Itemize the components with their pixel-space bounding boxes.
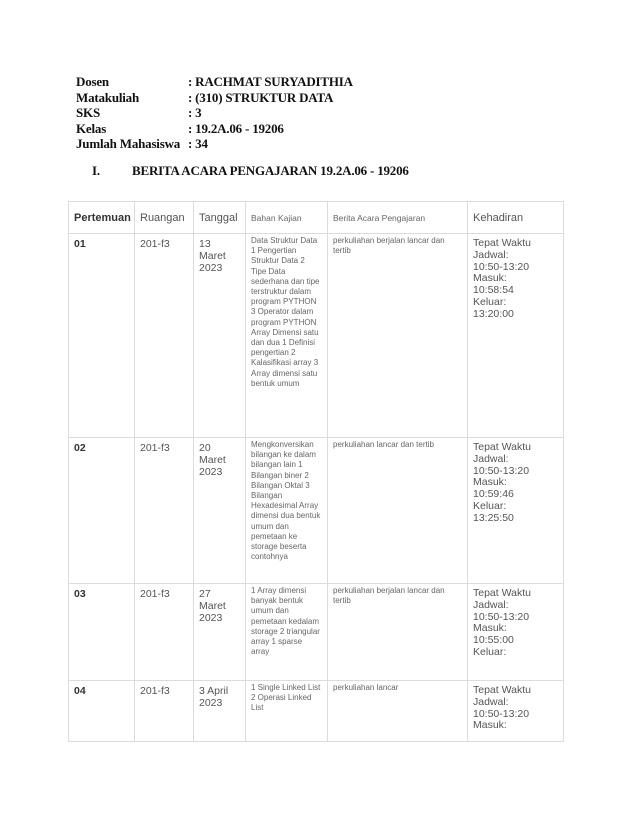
- cell-kehadiran: [468, 438, 564, 584]
- kehadiran-line: 13:25:50: [473, 511, 514, 524]
- section-number: I.: [92, 163, 100, 178]
- kehadiran-line: Tepat Waktu: [473, 237, 531, 249]
- info-row-sks: [76, 105, 353, 121]
- cell-bahan-kajian: 1 Array dimensi banyak bentuk umum dan pemetaan kedalam storage 2 triangular array 1 sparse array: [246, 584, 328, 681]
- cell-berita-acara: perkuliahan berjalan lancar dan tertib: [328, 234, 468, 438]
- section-title: BERITA ACARA PENGAJARAN 19.2A.06 - 19206: [132, 163, 409, 178]
- cell-kehadiran: [468, 681, 564, 742]
- cell-tanggal: 27 Maret 2023: [194, 584, 246, 681]
- header-kehadiran: Kehadiran: [468, 202, 564, 234]
- cell-berita-acara: perkuliahan berjalan lancar dan tertib: [328, 584, 468, 681]
- cell-ruangan: 201-f3: [135, 681, 194, 742]
- info-row-matakuliah: [76, 90, 353, 106]
- attendance-table: [68, 201, 564, 742]
- kehadiran-line: Keluar:: [473, 295, 507, 308]
- kehadiran-line: Jadwal:: [473, 452, 509, 465]
- info-value: : 19.2A.06 - 19206: [188, 120, 284, 136]
- cell-tanggal: 3 April 2023: [194, 681, 246, 742]
- cell-kehadiran: [468, 584, 564, 681]
- cell-tanggal: 20 Maret 2023: [194, 438, 246, 584]
- cell-bahan-kajian: 1 Single Linked List 2 Operasi Linked List: [246, 681, 328, 742]
- cell-berita-acara: perkuliahan lancar dan tertib: [328, 438, 468, 584]
- cell-kehadiran: [468, 234, 564, 438]
- cell-bahan-kajian: Data Struktur Data 1 Pengertian Struktur Data 2 Tipe Data sederhana dan tipe terstruktur dalam program PYTHON 3 Operator dalam program PYTHON Array Dimensi satu dan dua 1 Definisi pengertian 2 Kalasifikasi array 3 Array dimensi satu bentuk umum: [246, 234, 328, 438]
- kehadiran-line: 10:50-13:20: [473, 707, 530, 720]
- header-tanggal: Tanggal: [194, 202, 246, 234]
- info-value: : 34: [188, 136, 208, 151]
- kehadiran-line: Keluar:: [473, 499, 507, 512]
- info-label: SKS: [76, 105, 100, 120]
- kehadiran-line: 10:50-13:20: [473, 260, 530, 273]
- kehadiran-line: Masuk:: [473, 476, 507, 489]
- table-row: [69, 584, 564, 681]
- kehadiran-line: Jadwal:: [473, 248, 509, 261]
- header-bahan-kajian: Bahan Kajian: [246, 202, 328, 234]
- kehadiran-line: Jadwal:: [473, 598, 509, 611]
- header-berita-acara: Berita Acara Pengajaran: [328, 202, 468, 234]
- table-row: [69, 438, 564, 584]
- info-value: : RACHMAT SURYADITHIA: [188, 74, 353, 89]
- kehadiran-line: 10:55:00: [473, 634, 514, 647]
- kehadiran-line: Tepat Waktu: [473, 587, 531, 599]
- cell-pertemuan: 02: [69, 438, 135, 584]
- course-info: [76, 74, 353, 152]
- kehadiran-line: 13:20:00: [473, 307, 514, 320]
- kehadiran-line: Keluar:: [473, 645, 507, 658]
- info-label: Dosen: [76, 74, 109, 89]
- kehadiran-line: 10:58:54: [473, 284, 514, 297]
- cell-ruangan: 201-f3: [135, 438, 194, 584]
- kehadiran-line: Jadwal:: [473, 695, 509, 708]
- cell-pertemuan: 04: [69, 681, 135, 742]
- kehadiran-line: Tepat Waktu: [473, 441, 531, 453]
- kehadiran-line: Tepat Waktu: [473, 684, 531, 696]
- info-label: Jumlah Mahasiswa: [76, 136, 181, 151]
- info-label: Matakuliah: [76, 89, 140, 105]
- cell-bahan-kajian: Mengkonversikan bilangan ke dalam bilangan lain 1 Bilangan biner 2 Bilangan Oktal 3 Bilangan Hexadesimal Array dimensi dua bentuk umum dan pemetaan ke storage beserta contohnya: [246, 438, 328, 584]
- header-ruangan: Ruangan: [135, 202, 194, 234]
- table-header-row: [69, 202, 564, 234]
- info-row-dosen: [76, 74, 353, 90]
- table-row: [69, 681, 564, 742]
- kehadiran-line: 10:50-13:20: [473, 610, 530, 623]
- cell-ruangan: 201-f3: [135, 234, 194, 438]
- cell-ruangan: 201-f3: [135, 584, 194, 681]
- info-row-jumlah-mahasiswa: [76, 136, 353, 152]
- section-heading: [92, 163, 409, 179]
- cell-berita-acara: perkuliahan lancar: [328, 681, 468, 742]
- kehadiran-line: Masuk:: [473, 272, 507, 285]
- info-row-kelas: [76, 121, 353, 137]
- kehadiran-line: Masuk:: [473, 719, 507, 732]
- info-label: Kelas: [76, 120, 107, 136]
- kehadiran-line: 10:59:46: [473, 488, 514, 501]
- cell-tanggal: 13 Maret 2023: [194, 234, 246, 438]
- table-row: [69, 234, 564, 438]
- info-value: : 3: [188, 105, 202, 120]
- header-pertemuan: Pertemuan: [69, 202, 135, 234]
- kehadiran-line: Masuk:: [473, 622, 507, 635]
- cell-pertemuan: 03: [69, 584, 135, 681]
- cell-pertemuan: 01: [69, 234, 135, 438]
- kehadiran-line: 10:50-13:20: [473, 464, 530, 477]
- info-value: : (310) STRUKTUR DATA: [188, 89, 334, 105]
